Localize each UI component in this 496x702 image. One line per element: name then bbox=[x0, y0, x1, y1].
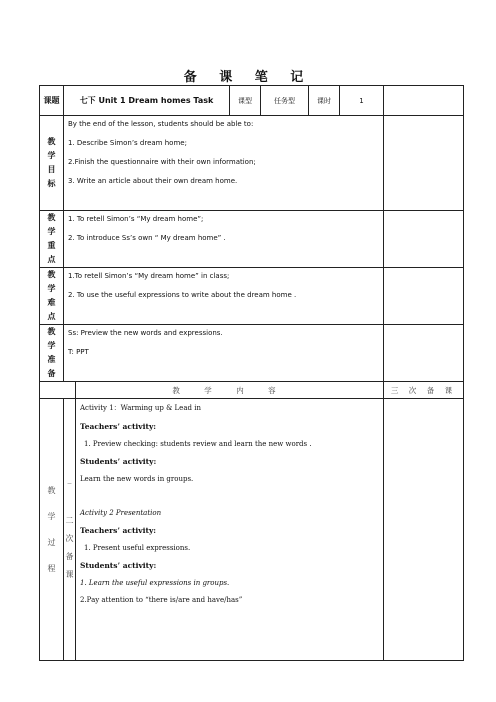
objectives-label: 教学目标 bbox=[40, 116, 64, 211]
revision-cell bbox=[384, 268, 464, 325]
objectives-content bbox=[64, 116, 384, 211]
process-line: Activity 1：Warming up & Lead in bbox=[80, 404, 201, 412]
revision-cell bbox=[384, 399, 464, 661]
preparation-line: Ss: Preview the new words and expressions. bbox=[68, 329, 223, 337]
topic-value: 七下 Unit 1 Dream homes Task bbox=[64, 86, 230, 116]
process-line: 1. Learn the useful expressions in groups. bbox=[80, 579, 230, 587]
empty-cell bbox=[384, 86, 464, 116]
revision-cell bbox=[384, 325, 464, 382]
difficult-point-line: 1.To retell Simon’s “My dream home” in class; bbox=[68, 272, 230, 280]
process-line: Students’ activity: bbox=[80, 561, 157, 570]
process-line: Activity 2 Presentation bbox=[80, 509, 162, 517]
process-line: 1. Preview checking: students review and learn the new words . bbox=[84, 440, 312, 448]
difficult-points-content bbox=[64, 268, 384, 325]
difficult-points-label: 教学难点 bbox=[40, 268, 64, 325]
key-point-line: 1. To retell Simon’s “My dream home”; bbox=[68, 215, 204, 223]
key-point-line: 2. To introduce Ss’s own “ My dream home” . bbox=[68, 234, 226, 242]
objective-line: 3. Write an article about their own dream home. bbox=[68, 177, 238, 185]
secondary-label: _ 二次备课 bbox=[64, 399, 76, 661]
preparation-line: T: PPT bbox=[68, 348, 89, 356]
objective-line: 1. Describe Simon’s dream home; bbox=[68, 139, 187, 147]
teaching-content-header: 教 学 内 容 bbox=[76, 382, 384, 399]
page-title: 备 课 笔 记 bbox=[183, 70, 313, 85]
hours-label: 课时 bbox=[309, 86, 340, 116]
process-line: Teachers’ activity: bbox=[80, 422, 157, 431]
lesson-plan-table bbox=[39, 85, 464, 661]
preparation-label: 教学准备 bbox=[40, 325, 64, 382]
key-points-label: 教学重点 bbox=[40, 211, 64, 268]
process-line: Teachers’ activity: bbox=[80, 526, 157, 535]
process-line: Students’ activity: bbox=[80, 457, 157, 466]
preparation-content bbox=[64, 325, 384, 382]
objective-line: By the end of the lesson, students should be able to: bbox=[68, 120, 254, 128]
hours-value: 1 bbox=[340, 86, 384, 116]
process-line bbox=[80, 492, 379, 500]
process-content bbox=[76, 399, 384, 661]
process-label: 教学过程 bbox=[40, 399, 64, 661]
topic-label: 课题 bbox=[40, 86, 64, 116]
key-points-content bbox=[64, 211, 384, 268]
type-label: 课型 bbox=[230, 86, 261, 116]
process-line: 2.Pay attention to “there is/are and have/has” bbox=[80, 596, 243, 604]
process-line: 1. Present useful expressions. bbox=[84, 544, 191, 552]
objective-line: 2.Finish the questionnaire with their own information; bbox=[68, 158, 256, 166]
process-line: Learn the new words in groups. bbox=[80, 475, 194, 483]
revision-cell bbox=[384, 116, 464, 211]
difficult-point-line: 2. To use the useful expressions to write about the dream home . bbox=[68, 291, 297, 299]
header-spacer bbox=[40, 382, 76, 399]
type-value: 任务型 bbox=[261, 86, 309, 116]
revision-cell bbox=[384, 211, 464, 268]
revision-header: 三 次 备 课 bbox=[384, 382, 464, 399]
